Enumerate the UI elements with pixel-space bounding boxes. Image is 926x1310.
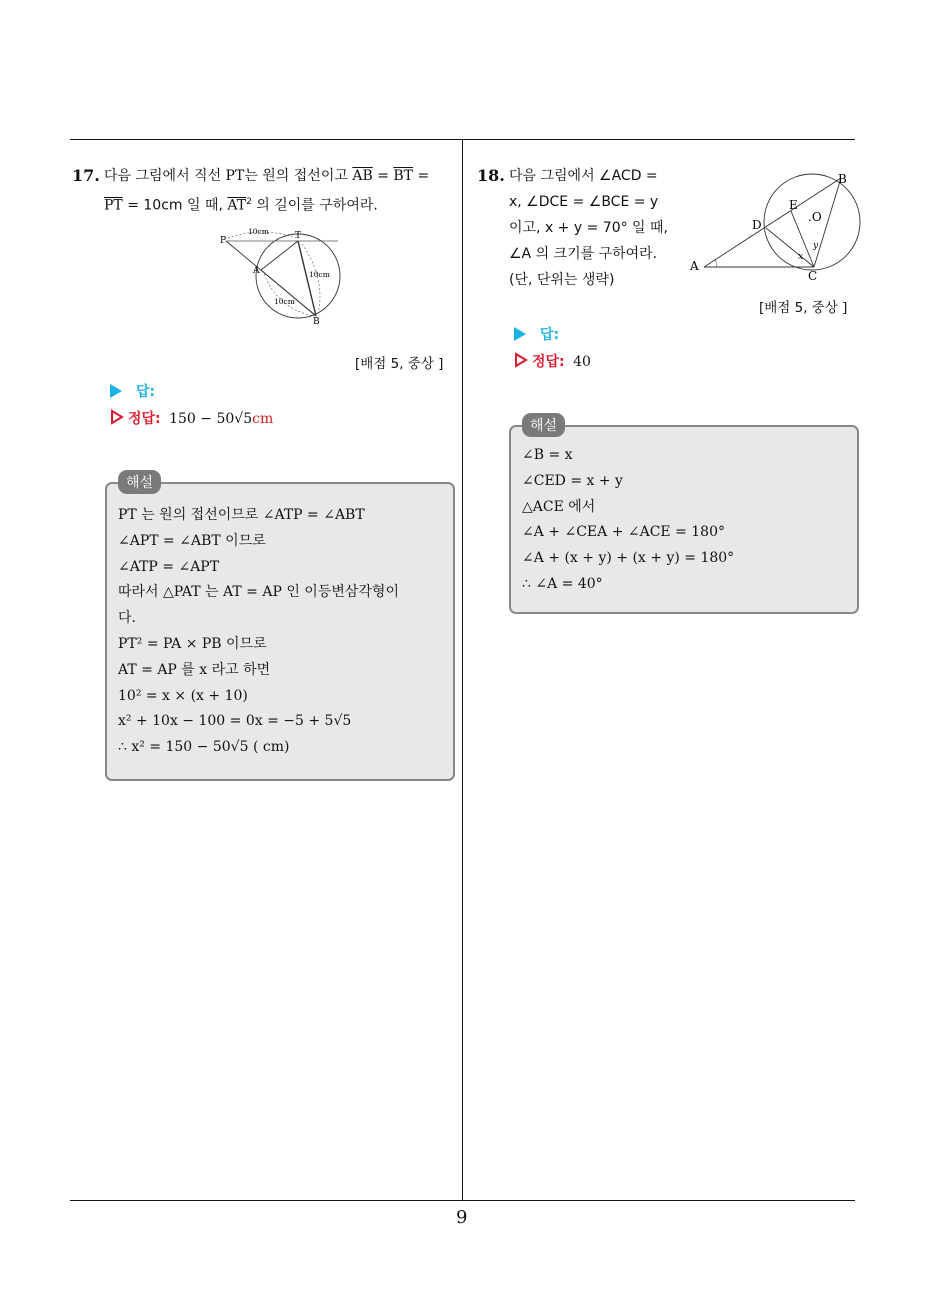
q17-correct-answer: 정답: 150 − 50√5cm [110, 408, 273, 428]
explanation-line: ∴ x² = 150 − 50√5 ( cm) [118, 739, 290, 756]
q17-label-10cm-top: 10cm [248, 227, 269, 236]
q18-explanation-box [509, 425, 859, 614]
q17-correct-value: 150 − 50√5 [169, 411, 253, 427]
explanation-line: 10² = x × (x + 10) [118, 687, 248, 704]
q17-number: 17. [72, 166, 100, 185]
explanation-line: ∠A + ∠CEA + ∠ACE = 180° [522, 524, 725, 541]
outline-triangle-icon [514, 352, 528, 368]
explanation-line: ∠CED = x + y [522, 472, 623, 489]
explanation-line: PT² = PA × PB 이므로 [118, 635, 267, 652]
explanation-line: ∠APT = ∠ABT 이므로 [118, 532, 266, 549]
q17-figure [216, 224, 342, 326]
q17-answer-label: 답: [110, 381, 155, 401]
q18-label-x: x [798, 252, 804, 262]
q17-correct-unit: cm [252, 411, 274, 427]
q18-label-C: C [808, 269, 818, 283]
q18-label-E: E [789, 198, 798, 212]
q18-question: 다음 그림에서 ∠ACD = x, ∠DCE = ∠BCE = y 이고, x + y = 70° 일 때, ∠A 의 크기를 구하여라. (단, 단위는 생략) [509, 168, 668, 288]
q17-question: 다음 그림에서 직선 PT는 원의 접선이고 $\overline{AB} = \overline{BT}$ = $\overline{PT} = 10cm$ 일 때, $\overline{AT}^2$ 의 길이를 구하여라. [104, 168, 430, 214]
q18-answer-label: 답: [514, 324, 559, 344]
q18-label-D: D [752, 218, 762, 232]
q17-label-P: P [220, 236, 227, 246]
explanation-line: ∠B = x [522, 447, 573, 463]
q17-explanation-lines [118, 503, 399, 761]
q18-explanation-tag: 해설 [522, 413, 565, 437]
q18-correct-value: 40 [573, 354, 591, 370]
q18-number: 18. [477, 166, 505, 185]
explanation-line: ∠ATP = ∠APT [118, 558, 220, 575]
explanation-line: x² + 10x − 100 = 0x = −5 + 5√5 [118, 713, 352, 730]
q17-label-T: T [295, 231, 302, 241]
explanation-line: AT = AP 를 x 라고 하면 [118, 661, 271, 678]
q18-label-y: y [813, 241, 819, 251]
column-divider [462, 139, 463, 1201]
q17-label-10cm-right: 10cm [309, 270, 330, 279]
q18-explanation-lines [522, 443, 734, 598]
q18-label-B: B [838, 172, 847, 186]
explanation-line: 따라서 △PAT 는 AT = AP 인 이등변삼각형이 [118, 584, 399, 601]
explanation-line: ∴ ∠A = 40° [522, 575, 603, 592]
explanation-line: ∠A + (x + y) + (x + y) = 180° [522, 550, 735, 567]
explanation-line: △ACE 에서 [522, 498, 596, 515]
q18-figure [686, 166, 864, 284]
q18-label-O: .O [808, 210, 822, 224]
q18-score: [배점 5, 중상 ] [759, 300, 848, 316]
q17-label-10cm-bottom: 10cm [274, 297, 295, 306]
explanation-line: 다. [118, 610, 136, 627]
q18-label-A: A [690, 259, 699, 273]
q17-explanation-box [105, 482, 455, 781]
q17-score: [배점 5, 중상 ] [355, 356, 444, 372]
q17-label-A: A [253, 266, 260, 276]
q18-correct-answer: 정답: 40 [514, 351, 591, 371]
q17-label-B: B [313, 317, 320, 326]
q17-explanation-tag: 해설 [118, 470, 161, 494]
outline-triangle-icon [110, 409, 124, 425]
play-triangle-icon [514, 327, 526, 341]
play-triangle-icon [110, 384, 122, 398]
page-number: 9 [456, 1207, 468, 1228]
explanation-line: PT 는 원의 접선이므로 ∠ATP = ∠ABT [118, 507, 365, 523]
bottom-rule [70, 1200, 855, 1201]
